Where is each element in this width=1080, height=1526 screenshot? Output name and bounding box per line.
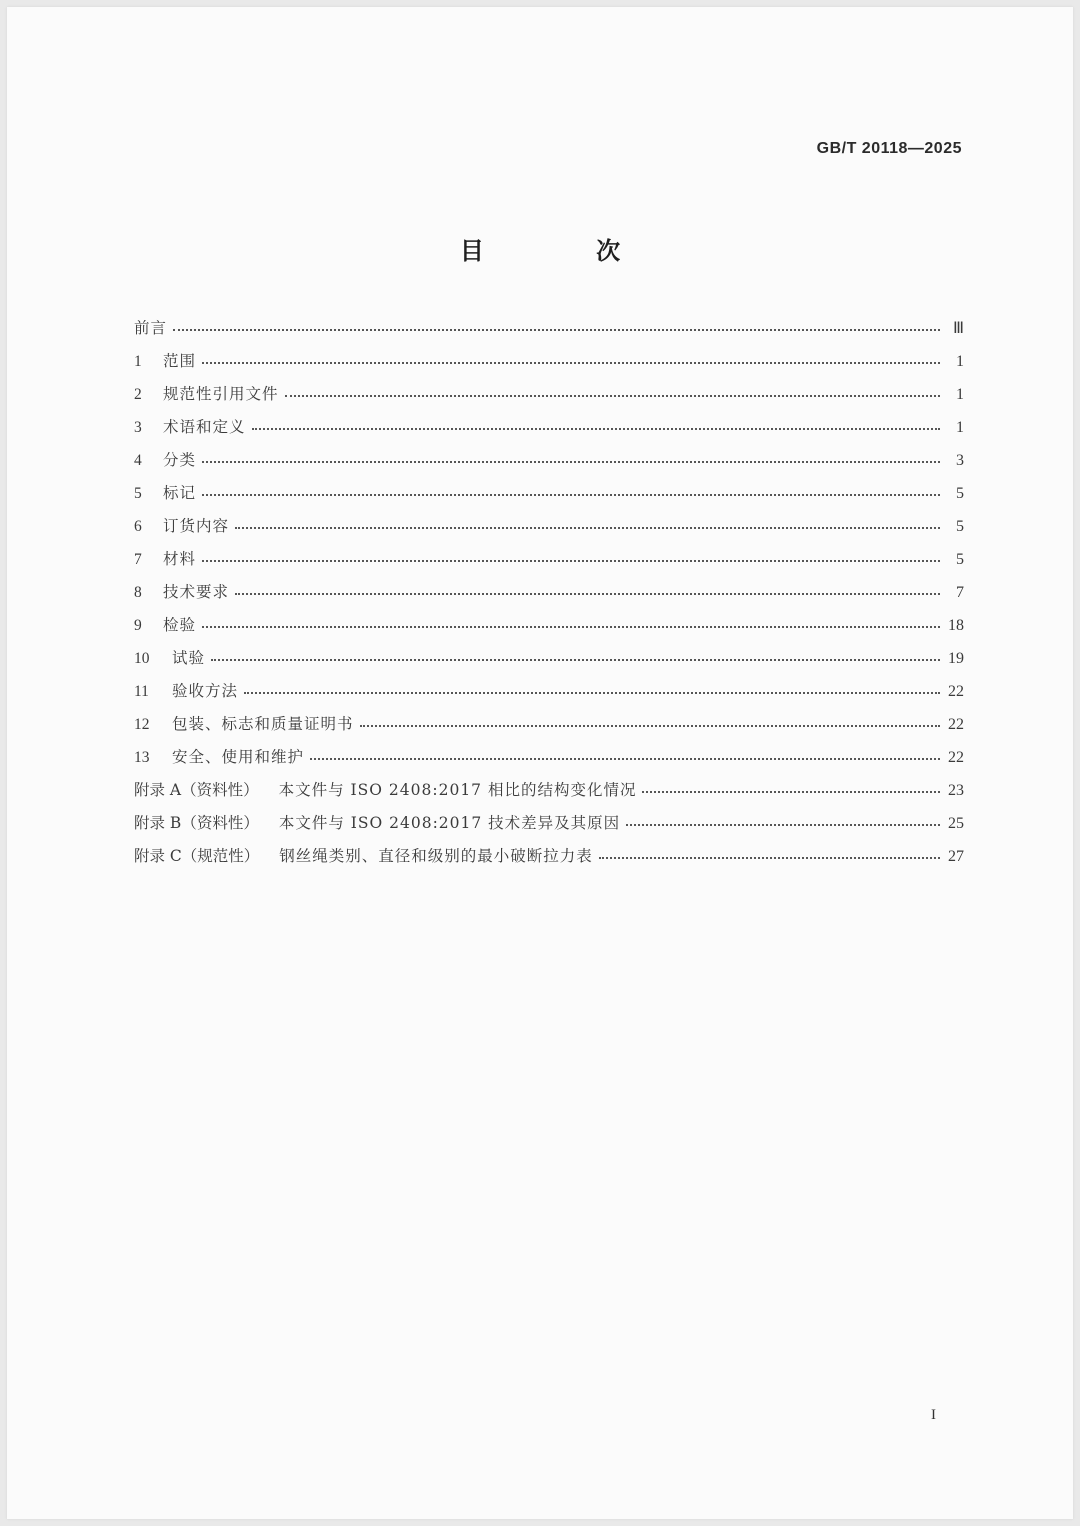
dot-leader — [202, 350, 940, 366]
toc-entry-number: 8 — [134, 584, 142, 601]
toc-entry[interactable] — [134, 844, 964, 877]
page-title: 目 次 — [459, 237, 673, 265]
dot-leader — [211, 647, 940, 663]
toc-entry-number: 13 — [134, 749, 150, 766]
toc-entry-title: 本文件与 ISO 2408:2017 技术差异及其原因 — [278, 814, 621, 832]
toc-entry-title: 验收方法 — [172, 682, 239, 700]
toc-entry-title: 范围 — [163, 352, 197, 370]
toc-entry-page: 5 — [956, 485, 964, 502]
toc-entry[interactable] — [134, 547, 964, 580]
toc-entry[interactable] — [134, 481, 964, 514]
toc-entry[interactable] — [134, 778, 964, 811]
toc-entry-title: 试验 — [172, 649, 206, 667]
toc-entry-number: 附录 B（资料性） — [134, 814, 259, 832]
toc-entry-title: 订货内容 — [163, 517, 230, 535]
toc-entry-title: 分类 — [163, 451, 197, 469]
dot-leader — [642, 779, 940, 795]
toc-entry-title: 前言 — [134, 319, 168, 337]
toc-entry[interactable] — [134, 448, 964, 481]
toc-entry[interactable] — [134, 646, 964, 679]
toc-entry-title: 规范性引用文件 — [163, 385, 279, 403]
toc-entry-title: 钢丝绳类别、直径和级别的最小破断拉力表 — [279, 847, 593, 865]
toc-entry-title: 安全、使用和维护 — [172, 748, 305, 766]
toc-entry-number: 11 — [134, 683, 149, 700]
toc-entry-number: 2 — [134, 386, 142, 403]
toc-entry-number: 12 — [134, 716, 150, 733]
toc-entry-title: 术语和定义 — [163, 418, 246, 436]
toc-entry-number: 附录 A（资料性） — [134, 781, 259, 799]
toc-entry-title: 材料 — [163, 550, 197, 568]
table-of-contents — [134, 316, 964, 877]
toc-entry-page: 5 — [956, 551, 964, 568]
toc-entry-page: 27 — [948, 848, 964, 865]
dot-leader — [360, 713, 940, 729]
toc-entry[interactable] — [134, 580, 964, 613]
dot-leader — [202, 548, 940, 564]
toc-entry-page: 18 — [948, 617, 964, 634]
dot-leader — [252, 416, 940, 432]
toc-entry-number: 1 — [134, 353, 142, 370]
toc-entry-title: 检验 — [163, 616, 197, 634]
dot-leader — [202, 482, 940, 498]
toc-entry[interactable] — [134, 712, 964, 745]
toc-entry-page: 22 — [948, 749, 964, 766]
toc-entry[interactable] — [134, 745, 964, 778]
dot-leader — [285, 383, 940, 399]
toc-entry[interactable] — [134, 415, 964, 448]
toc-entry-number: 9 — [134, 617, 142, 634]
toc-entry-page: 19 — [948, 650, 964, 667]
dot-leader — [173, 317, 940, 333]
toc-entry-title: 本文件与 ISO 2408:2017 相比的结构变化情况 — [278, 781, 637, 799]
toc-entry-number: 7 — [134, 551, 142, 568]
toc-entry-number: 5 — [134, 485, 142, 502]
dot-leader — [202, 614, 940, 630]
toc-entry[interactable] — [134, 316, 964, 349]
toc-entry[interactable] — [134, 349, 964, 382]
toc-entry-number: 10 — [134, 650, 150, 667]
dot-leader — [626, 812, 940, 828]
toc-entry-number: 3 — [134, 419, 142, 436]
standard-code: GB/T 20118—2025 — [816, 140, 962, 157]
toc-entry-page: 22 — [948, 683, 964, 700]
toc-entry-page: 25 — [948, 815, 964, 832]
toc-entry[interactable] — [134, 613, 964, 646]
toc-entry[interactable] — [134, 382, 964, 415]
toc-entry-page: 1 — [956, 353, 964, 370]
toc-entry-page: 5 — [956, 518, 964, 535]
document-page — [7, 7, 1073, 1519]
dot-leader — [235, 581, 940, 597]
dot-leader — [599, 845, 940, 861]
dot-leader — [202, 449, 940, 465]
toc-entry-page: 22 — [948, 716, 964, 733]
dot-leader — [244, 680, 940, 696]
toc-entry-number: 6 — [134, 518, 142, 535]
toc-entry-page: 1 — [956, 419, 964, 436]
toc-entry-page: 7 — [956, 584, 964, 601]
dot-leader — [310, 746, 940, 762]
toc-entry-page: 23 — [948, 782, 964, 799]
toc-entry[interactable] — [134, 811, 964, 844]
toc-entry-page: 1 — [956, 386, 964, 403]
dot-leader — [235, 515, 940, 531]
toc-entry[interactable] — [134, 679, 964, 712]
toc-entry-title: 标记 — [163, 484, 197, 502]
toc-entry-number: 4 — [134, 452, 142, 469]
toc-entry[interactable] — [134, 514, 964, 547]
page-number: I — [931, 1407, 936, 1423]
toc-entry-title: 包装、标志和质量证明书 — [172, 715, 354, 733]
toc-entry-page: Ⅲ — [952, 320, 964, 337]
toc-entry-page: 3 — [956, 452, 964, 469]
toc-entry-number: 附录 C（规范性） — [134, 847, 260, 865]
toc-entry-title: 技术要求 — [163, 583, 230, 601]
